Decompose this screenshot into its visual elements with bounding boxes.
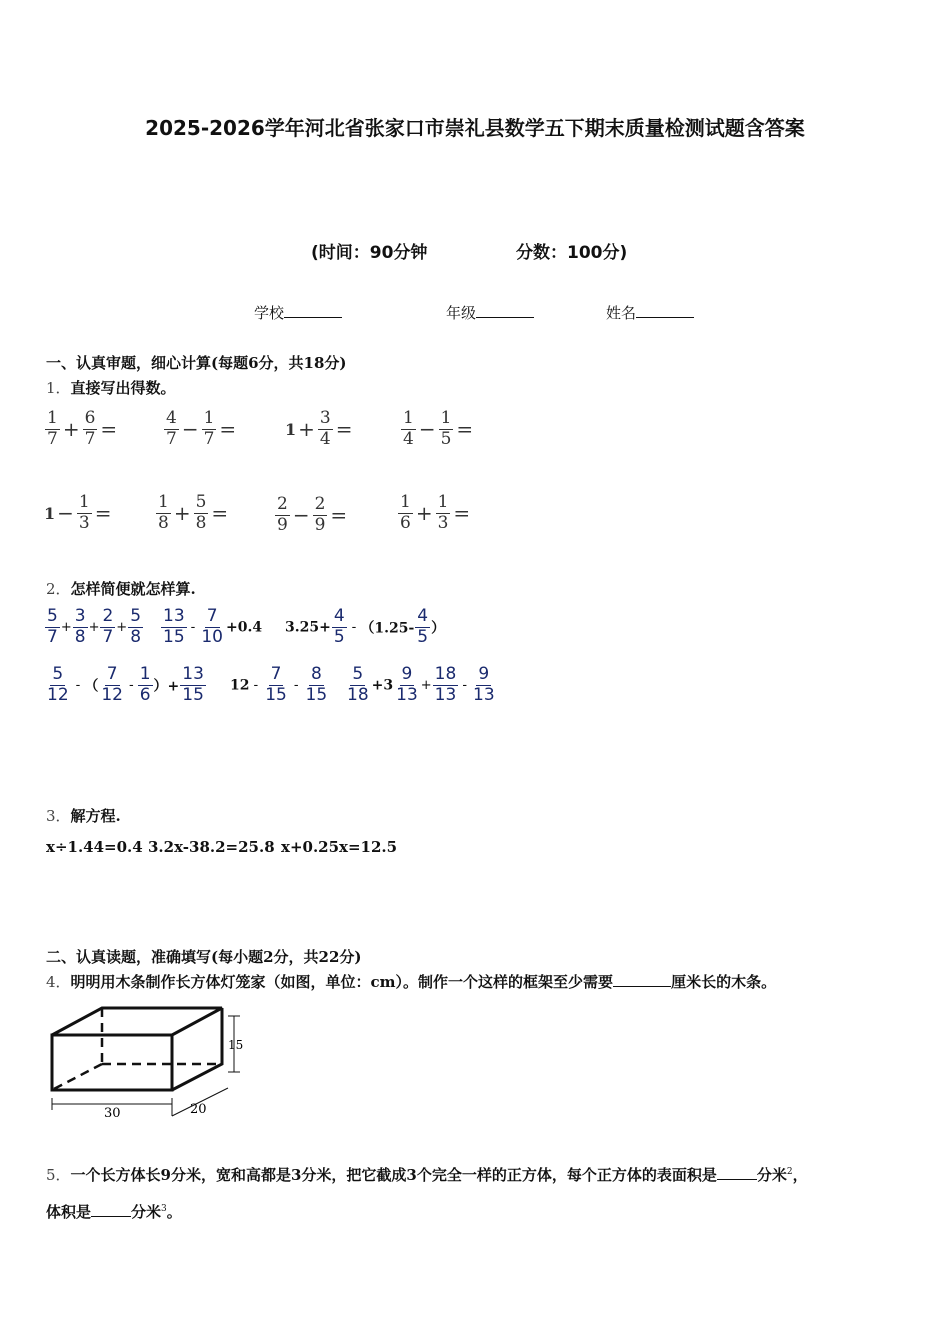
calc-1-8: $\frac{1}{6}$ + $\frac{1}{3}$ = (400, 492, 471, 533)
calc-1-1: $\frac{1}{7}$ + $\frac{6}{7}$ = (47, 408, 118, 449)
section-1-heading: 一、认真审题，细心计算(每题6分，共18分) (46, 354, 347, 372)
width-label: 20 (190, 1102, 207, 1117)
question-2: 2．怎样简便就怎样算. (46, 580, 196, 598)
page-title: 2025-2026学年河北省张家口市崇礼县数学五下期末质量检测试题含答案 (145, 116, 805, 140)
cuboid-top-edges (52, 1008, 222, 1035)
hidden-edge-depth (52, 1064, 102, 1090)
calc-2-5: 12 - $\frac{7}{15}$ - $\frac{8}{15}$ (230, 664, 328, 705)
calc-1-7: $\frac{2}{9}$ − $\frac{2}{9}$ = (277, 494, 348, 535)
question-1: 1．直接写出得数。 (46, 379, 176, 397)
calc-2-2: $\frac{13}{15}$ - $\frac{7}{10}$ +0.4 (163, 606, 263, 647)
calc-1-3: 1 + $\frac{3}{4}$ = (285, 408, 353, 449)
calc-1-6: $\frac{1}{8}$ + $\frac{5}{8}$ = (158, 492, 229, 533)
exam-time: (时间：90分钟 (311, 243, 428, 263)
equation-3: x+0.25x=12.5 (281, 838, 398, 856)
cuboid-figure (42, 1000, 252, 1125)
exam-score: 分数：100分) (516, 243, 628, 263)
school-field: 学校 (254, 302, 342, 323)
section-2-heading: 二、认真读题，准确填写(每小题2分，共22分) (46, 948, 362, 966)
question-5-line-2: 体积是 分米$^3$。 (46, 1203, 182, 1221)
calc-1-5: 1 − $\frac{1}{3}$ = (44, 492, 112, 533)
calc-2-4: $\frac{5}{12}$ - （ $\frac{7}{12}$ - $\frac{1}{6}$ ）+ $\frac{13}{15}$ (47, 664, 204, 705)
equation-2: 3.2x-38.2=25.8 (148, 838, 275, 856)
calc-1-4: $\frac{1}{4}$ − $\frac{1}{5}$ = (403, 408, 474, 449)
length-label: 30 (104, 1106, 121, 1121)
calc-2-6: $\frac{5}{18}$ +3 $\frac{9}{13}$ + $\frac{18}{13}$ - $\frac{9}{13}$ (347, 664, 495, 705)
grade-field: 年级 (446, 302, 534, 323)
question-4: 4．明明用木条制作长方体灯笼家（如图，单位：cm）。制作一个这样的框架至少需要 厘米长的木条。 (46, 973, 777, 991)
calc-2-3: 3.25+ $\frac{4}{5}$ - （1.25- $\frac{4}{5}$ ） (285, 606, 446, 647)
height-label: 15 (228, 1038, 244, 1052)
question-5-line-1: 5．一个长方体长9分米，宽和高都是3分米，把它截成3个完全一样的正方体，每个正方体的表面积是 分米$^2$， (46, 1166, 808, 1184)
calc-2-1: $\frac{5}{7}$ + $\frac{3}{8}$ + $\frac{2}{7}$ + $\frac{5}{8}$ (47, 606, 142, 647)
question-3: 3．解方程. (46, 807, 121, 825)
name-field: 姓名 (606, 302, 694, 323)
equation-1: x÷1.44=0.4 (46, 838, 143, 856)
calc-1-2: $\frac{4}{7}$ − $\frac{1}{7}$ = (166, 408, 237, 449)
